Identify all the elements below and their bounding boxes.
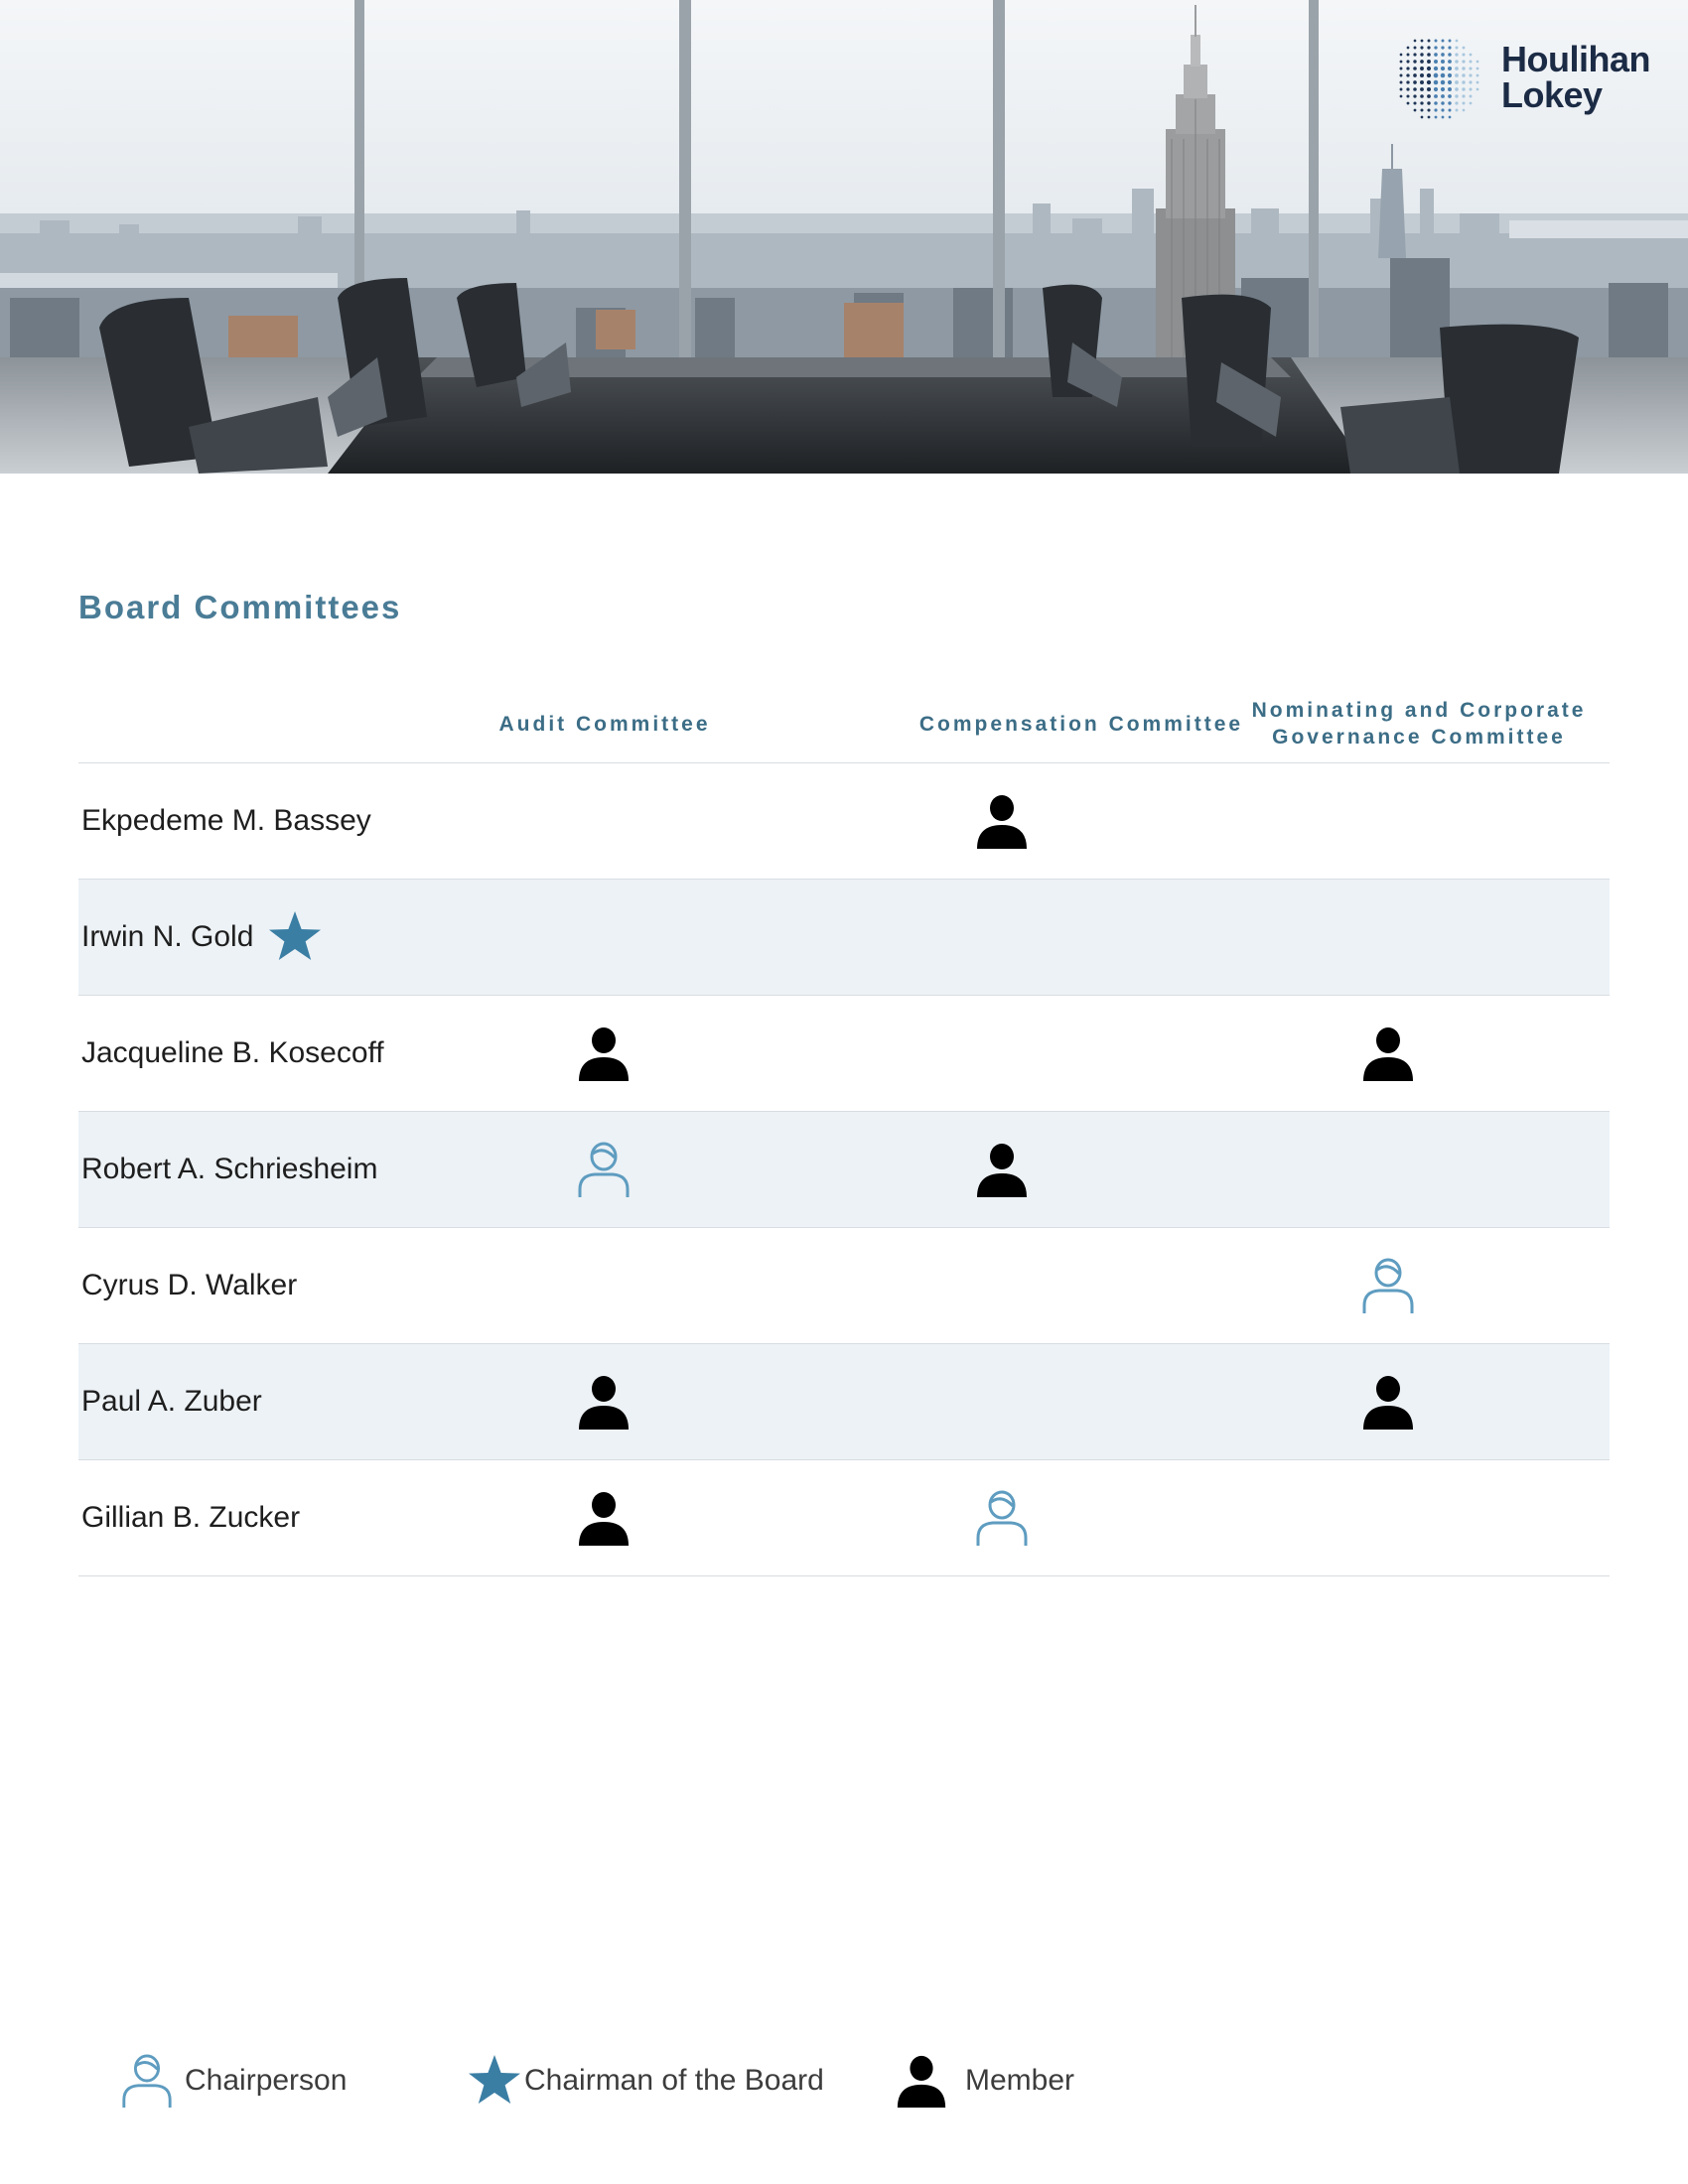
person-solid-icon <box>894 2052 949 2110</box>
person-solid-icon <box>575 1024 633 1083</box>
director-name-cell <box>81 763 371 879</box>
compensation-chairperson-cell <box>962 1460 1042 1575</box>
audit-member-cell <box>564 1344 643 1459</box>
person-outline-icon <box>1359 1256 1417 1315</box>
person-solid-icon <box>973 1140 1031 1199</box>
person-outline-icon <box>973 1488 1031 1548</box>
page-title: Board Committees <box>78 589 402 625</box>
director-name: Gillian B. Zucker <box>81 1501 301 1534</box>
director-name: Jacqueline B. Kosecoff <box>81 1036 384 1069</box>
director-name: Ekpedeme M. Bassey <box>81 804 371 837</box>
logo-line-1: Houlihan <box>1501 39 1650 79</box>
legend-label-chairperson: Chairperson <box>185 2064 348 2097</box>
legend-item-chairperson <box>119 2049 347 2113</box>
director-name-cell <box>81 996 384 1111</box>
director-name-cell <box>81 880 323 995</box>
table-row <box>78 1460 1610 1576</box>
person-solid-icon <box>575 1372 633 1432</box>
table-row <box>78 763 1610 880</box>
table-body <box>78 763 1610 1576</box>
person-solid-icon <box>1359 1024 1417 1083</box>
person-solid-icon <box>575 1488 633 1548</box>
audit-chairperson-cell <box>564 1112 643 1227</box>
logo-line-2: Lokey <box>1501 74 1603 115</box>
column-header-nominating-line-1: Nominating and Corporate <box>1251 699 1587 722</box>
nominating-chairperson-cell <box>1348 1228 1428 1343</box>
director-name-cell <box>81 1460 300 1575</box>
table-row <box>78 1344 1610 1460</box>
director-name: Irwin N. Gold <box>81 920 254 953</box>
logo-wordmark <box>1501 39 1660 115</box>
legend-item-chairman <box>467 2049 824 2113</box>
director-name: Robert A. Schriesheim <box>81 1153 378 1185</box>
star-icon <box>267 909 323 965</box>
director-name: Cyrus D. Walker <box>81 1269 298 1301</box>
table-row <box>78 1228 1610 1344</box>
nominating-member-cell <box>1348 1344 1428 1459</box>
nominating-member-cell <box>1348 996 1428 1111</box>
table-row <box>78 996 1610 1112</box>
hero-banner <box>0 0 1688 474</box>
director-name: Paul A. Zuber <box>81 1385 262 1418</box>
audit-member-cell <box>564 996 643 1111</box>
director-name-cell <box>81 1228 297 1343</box>
legend-label-member: Member <box>965 2064 1075 2097</box>
person-solid-icon <box>1359 1372 1417 1432</box>
table-row <box>78 1112 1610 1228</box>
table-header <box>78 685 1610 763</box>
person-outline-icon <box>575 1140 633 1199</box>
person-solid-icon <box>973 791 1031 851</box>
table-row <box>78 880 1610 996</box>
star-icon <box>467 2053 522 2109</box>
globe-dots-icon <box>1390 28 1485 127</box>
committee-table <box>78 685 1610 1576</box>
compensation-member-cell <box>962 1112 1042 1227</box>
column-header-audit: Audit Committee <box>498 712 711 736</box>
column-header-nominating <box>1171 685 1667 762</box>
houlihan-lokey-logo <box>1390 28 1658 127</box>
column-header-nominating-line-2: Governance Committee <box>1272 726 1566 749</box>
audit-member-cell <box>564 1460 643 1575</box>
person-outline-icon <box>119 2052 175 2110</box>
director-name-cell <box>81 1112 377 1227</box>
legend-label-chairman: Chairman of the Board <box>524 2064 824 2097</box>
legend-item-member <box>894 2049 1074 2113</box>
compensation-member-cell <box>962 763 1042 879</box>
column-header-compensation: Compensation Committee <box>918 712 1244 736</box>
legend <box>119 2049 1509 2113</box>
director-name-cell <box>81 1344 262 1459</box>
